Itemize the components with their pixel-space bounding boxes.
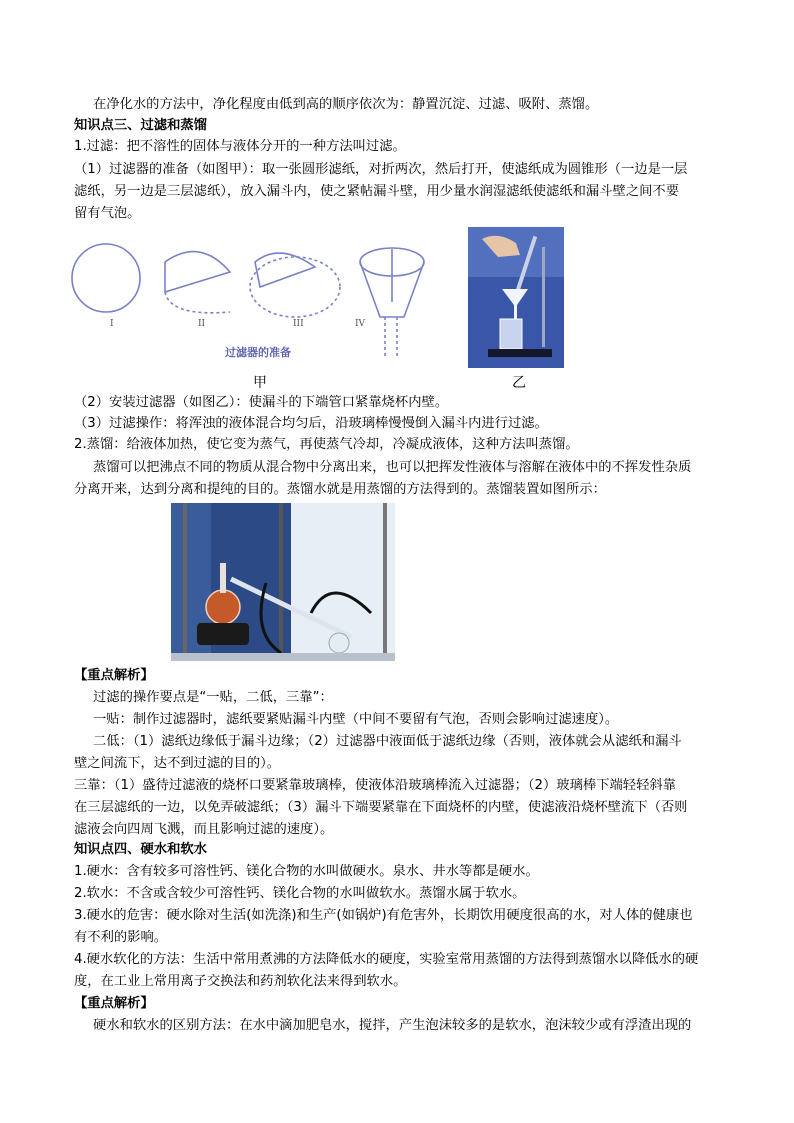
- step-label-2: II: [198, 319, 206, 329]
- paragraph-distinguish-method: 硬水和软水的区别方法：在水中滴加肥皂水，搅拌，产生泡沫较多的是软水，泡沫较少或有浮渣出现的: [93, 1018, 692, 1033]
- stand-base: [488, 349, 552, 357]
- paragraph-filter-prep-1: （1）过滤器的准备（如图甲）：取一张圆形滤纸，对折两次，然后打开，使滤纸成为圆锥形（一边是一层: [74, 162, 688, 177]
- paragraph-softening-2: 度，在工业上常用离子交换法和药剂软化法来得到软水。: [74, 974, 407, 989]
- filter-prep-title: 过滤器的准备: [225, 346, 291, 359]
- paragraph-install-filter: （2）安装过滤器（如图乙）：使漏斗的下端管口紧靠烧杯内壁。: [74, 395, 449, 410]
- paragraph-three-lean-2: 在三层滤纸的一边，以免弄破滤纸；（3）漏斗下端要紧靠在下面烧杯的内壁，使滤液沿烧杯壁流下（否则: [74, 800, 688, 815]
- paragraph-one-stick: 一贴：制作过滤器时，滤纸要紧贴漏斗内壁（中间不要留有气泡，否则会影响过滤速度）。: [93, 712, 619, 727]
- paragraph-two-low-1: 二低：（1）滤纸边缘低于漏斗边缘；（2）过滤器中液面低于滤纸边缘（否则，液体就会从滤纸和漏斗: [93, 734, 682, 749]
- step-label-4: IV: [355, 319, 366, 329]
- key-analysis-heading-2: 【重点解析】: [74, 996, 154, 1011]
- stand-pole-right: [279, 503, 283, 653]
- key-analysis-heading-1: 【重点解析】: [74, 668, 154, 683]
- heading-filtration-distillation: 知识点三、过滤和蒸馏: [74, 118, 207, 133]
- figure-jia-caption: 甲: [253, 375, 267, 391]
- paragraph-hard-water-harm-2: 有不利的影响。: [74, 930, 168, 945]
- paragraph-filter-prep-2: 滤纸，另一边是三层滤纸），放入漏斗内，使之紧帖漏斗壁，用少量水润湿滤纸使滤纸和漏斗壁之间不要: [74, 184, 680, 199]
- paragraph-filter-prep-3: 留有气泡。: [74, 206, 141, 221]
- paragraph-distillation-use-1: 蒸馏可以把沸点不同的物质从混合物中分离出来，也可以把挥发性液体与溶解在液体中的不挥发性杂质: [93, 460, 692, 475]
- paragraph-distillation-use-2: 分离开来，达到分离和提纯的目的。蒸馏水就是用蒸馏的方法得到的。蒸馏装置如图所示：: [74, 482, 606, 497]
- paragraph-softening-1: 4.硬水软化的方法：生活中常用煮沸的方法降低水的硬度，实验室常用蒸馏的方法得到蒸馏水以降低水的硬: [74, 952, 699, 967]
- paragraph-filter-points: 过滤的操作要点是“一贴，二低，三靠”：: [93, 690, 333, 705]
- paragraph-three-lean-3: 滤液会向四周飞溅，而且影响过滤的速度）。: [74, 822, 334, 837]
- filter-paper-half: [165, 252, 230, 292]
- stand-rod: [542, 247, 545, 347]
- figure-yi-caption: 乙: [512, 375, 526, 391]
- heading-hard-soft-water: 知识点四、硬水和软水: [74, 842, 207, 857]
- stand-pole-left: [183, 503, 187, 653]
- filter-paper-circle: [72, 244, 140, 312]
- distillation-photo: [171, 503, 395, 661]
- filter-prep-figure: [70, 232, 430, 372]
- paragraph-hard-water-harm-1: 3.硬水的危害：硬水除对生活(如洗涤)和生产(如锅炉)有危害外，长期饮用硬度很高的水，对人体的健康也: [74, 908, 693, 923]
- paragraph-filter-operation: （3）过滤操作：将浑浊的液体混合均匀后，沿玻璃棒慢慢倒入漏斗内进行过滤。: [74, 416, 548, 431]
- paragraph-distillation-def: 2.蒸馏：给液体加热，使它变为蒸气，再使蒸气冷却，冷凝成液体，这种方法叫蒸馏。: [74, 437, 579, 452]
- paragraph-hard-water: 1.硬水：含有较多可溶性钙、镁化合物的水叫做硬水。泉水、井水等都是硬水。: [74, 864, 539, 879]
- receiving-flask: [329, 633, 349, 653]
- paragraph-soft-water: 2.软水：不含或含较少可溶性钙、镁化合物的水叫做软水。蒸馏水属于软水。: [74, 886, 526, 901]
- paragraph-filtration-def: 1.过滤：把不溶性的固体与液体分开的一种方法叫过滤。: [74, 139, 406, 154]
- paragraph-three-lean-1: 三靠：（1）盛待过滤液的烧杯口要紧靠玻璃棒，使液体沿玻璃棒流入过滤器；（2）玻璃棒下端轻轻斜靠: [74, 778, 676, 793]
- filtration-photo: [468, 227, 564, 368]
- paragraph-purification-order: 在净化水的方法中，净化程度由低到高的顺序依次为：静置沉淀、过滤、吸附、蒸馏。: [93, 97, 599, 112]
- stand-pole-far: [383, 503, 387, 653]
- beaker-shape: [500, 319, 522, 349]
- paragraph-two-low-2: 壁之间流下，达不到过滤的目的）。: [74, 756, 281, 771]
- step-label-1: I: [110, 319, 114, 329]
- flask-liquid: [206, 590, 240, 624]
- heater: [197, 623, 249, 645]
- step-label-3: III: [293, 319, 304, 329]
